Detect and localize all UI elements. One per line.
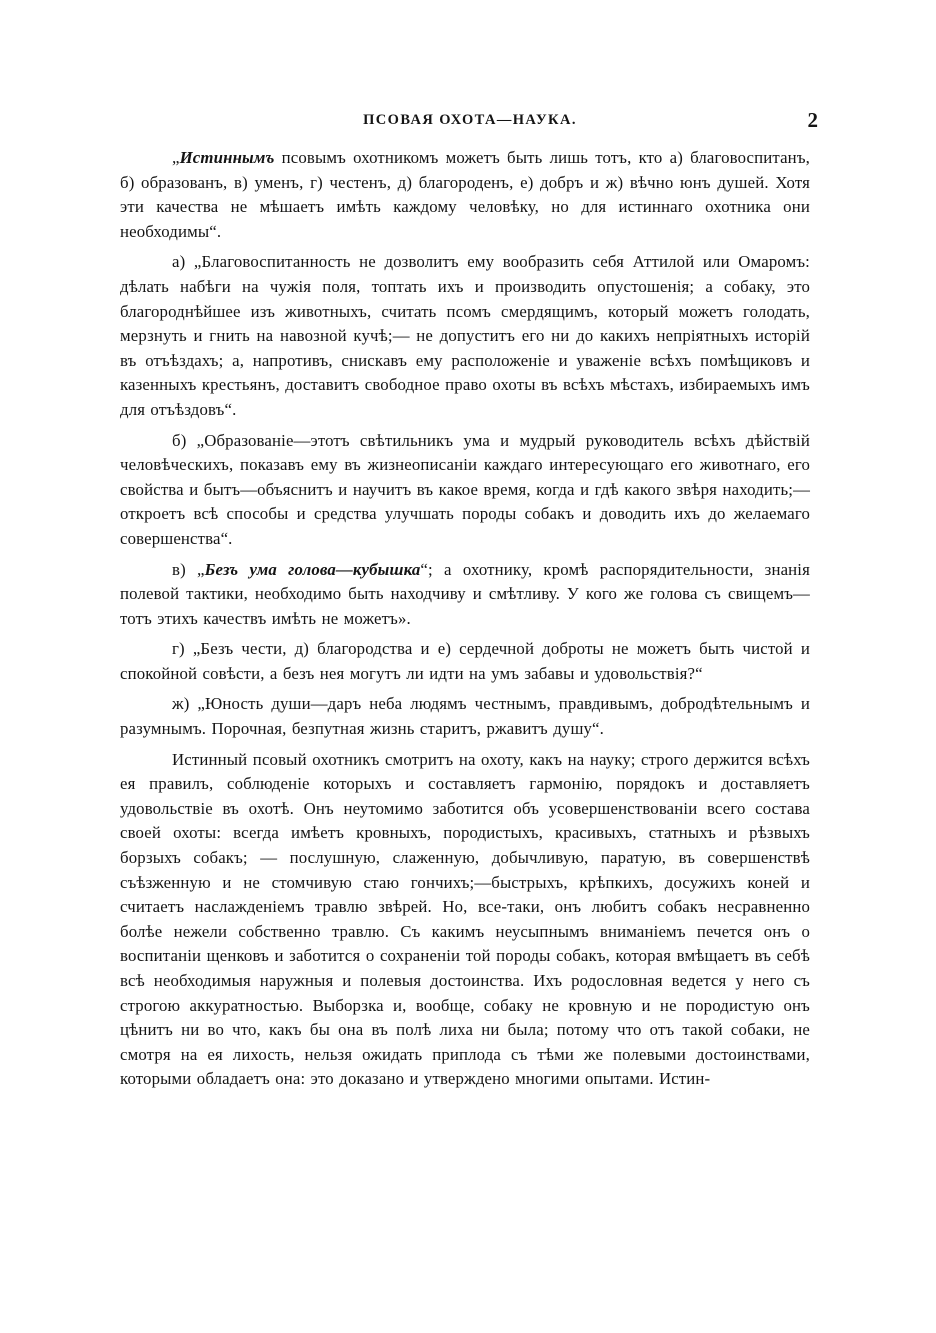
emphasized-word: Истиннымъ — [179, 148, 275, 167]
running-title: ПСОВАЯ ОХОТА—НАУКА. — [363, 112, 577, 128]
running-head — [120, 108, 820, 132]
page-number: 2 — [807, 108, 818, 132]
paragraph-5: г) „Безъ чести, д) благородства и е) сердечной доброты не можетъ быть чистой и спокойной совѣсти, а безъ нея могутъ ли идти на умъ забавы и удовольствія?“ — [120, 639, 810, 683]
body-text — [120, 146, 810, 1092]
paragraph-3: б) „Образованіе—этотъ свѣтильникъ ума и мудрый руководитель всѣхъ дѣйствій человѣческихъ, показавъ ему въ жизнеописаніи каждаго интересующаго его животнаго, его свойства и бытъ—объяснитъ и научитъ въ какое время, когда и гдѣ какого звѣря находить;—откроетъ всѣ способы и средства улучшать породы собакъ и доводить ихъ до желаемаго совершенства“. — [120, 430, 810, 548]
emphasized-proverb: Безъ ума голова—кубышка — [204, 559, 421, 579]
paragraph-1 — [120, 146, 810, 244]
paragraph-prefix: в) „ — [172, 559, 205, 579]
paragraph-text: “; а охотнику, кромѣ распорядительности, знанія полевой тактики, необходимо быть находчиву и смѣтливу. У кого же голова съ свищемъ—тотъ этихъ качествъ имѣть не можетъ». — [120, 559, 810, 628]
opening-quote: „ — [172, 148, 180, 167]
paragraph-4 — [120, 558, 810, 632]
paragraph-6: ж) „Юность души—даръ неба людямъ честнымъ, правдивымъ, добродѣтельнымъ и разумнымъ. Порочная, безпутная жизнь старитъ, ржавитъ душу“. — [120, 694, 810, 739]
paragraph-text: псовымъ охотникомъ можетъ быть лишь тотъ, кто а) благовоспитанъ, б) образованъ, в) уменъ, г) честенъ, д) благороденъ, е) добръ и ж) вѣчно юнъ душей. Хотя эти качества не мѣшаетъ имѣть каждому человѣку, но для истиннаго охотника они необходимы“. — [120, 148, 810, 241]
paragraph-2: а) „Благовоспитанность не дозволитъ ему вообразить себя Аттилой или Омаромъ: дѣлать набѣги на чужія поля, топтать ихъ и производить опустошенія; а собаку, это благороднѣйшее изъ животныхъ, считать псомъ смердящимъ, который можетъ голодать, мерзнуть и гнить на навозной кучѣ;— не допуститъ его ни до какихъ непріятныхъ исторій въ отъѣздахъ; а, напротивъ, снискавъ ему расположеніе и уваженіе всѣхъ помѣщиковъ и казенныхъ крестьянъ, доставитъ свободное право охоты въ всѣхъ мѣстахъ, избираемыхъ имъ для отъѣздовъ“. — [120, 252, 810, 419]
paragraph-7: Истинный псовый охотникъ смотритъ на охоту, какъ на науку; строго держится всѣхъ ея правилъ, соблюденіе которыхъ и составляетъ гармонію, порядокъ и доставляетъ удовольствіе въ охотѣ. Онъ неутомимо заботится объ усовершенствованіи всего состава своей охоты: всегда имѣетъ кровныхъ, породистыхъ, красивыхъ, статныхъ и рѣзвыхъ борзыхъ собакъ; — послушную, слаженную, добычливую, паратую, въ совершенствѣ съѣзженную и не стомчивую стаю гончихъ;—быстрыхъ, крѣпкихъ, досужихъ коней и считаетъ наслажденіемъ травлю звѣрей. Но, все-таки, онъ любитъ собакъ несравненно болѣе нежели собственно травлю. Съ какимъ неусыпнымъ вниманіемъ печется онъ о воспитаніи щенковъ и заботится о сохраненіи той породы собакъ, которая вмѣщаетъ въ себѣ всѣ необходимыя наружныя и полевыя достоинства. Ихъ родословная ведется у него съ строгою аккуратностью. Выборзка и, вообще, собаку не кровную и не породистую онъ цѣнитъ ни во что, какъ бы она въ полѣ лиха ни была; потому что отъ такой собаки, не смотря на ея лихость, нельзя ожидать приплода съ тѣми же полевыми достоинствами, которыми обладаетъ она: это доказано и утверждено многими опытами. Истин- — [120, 749, 810, 1089]
